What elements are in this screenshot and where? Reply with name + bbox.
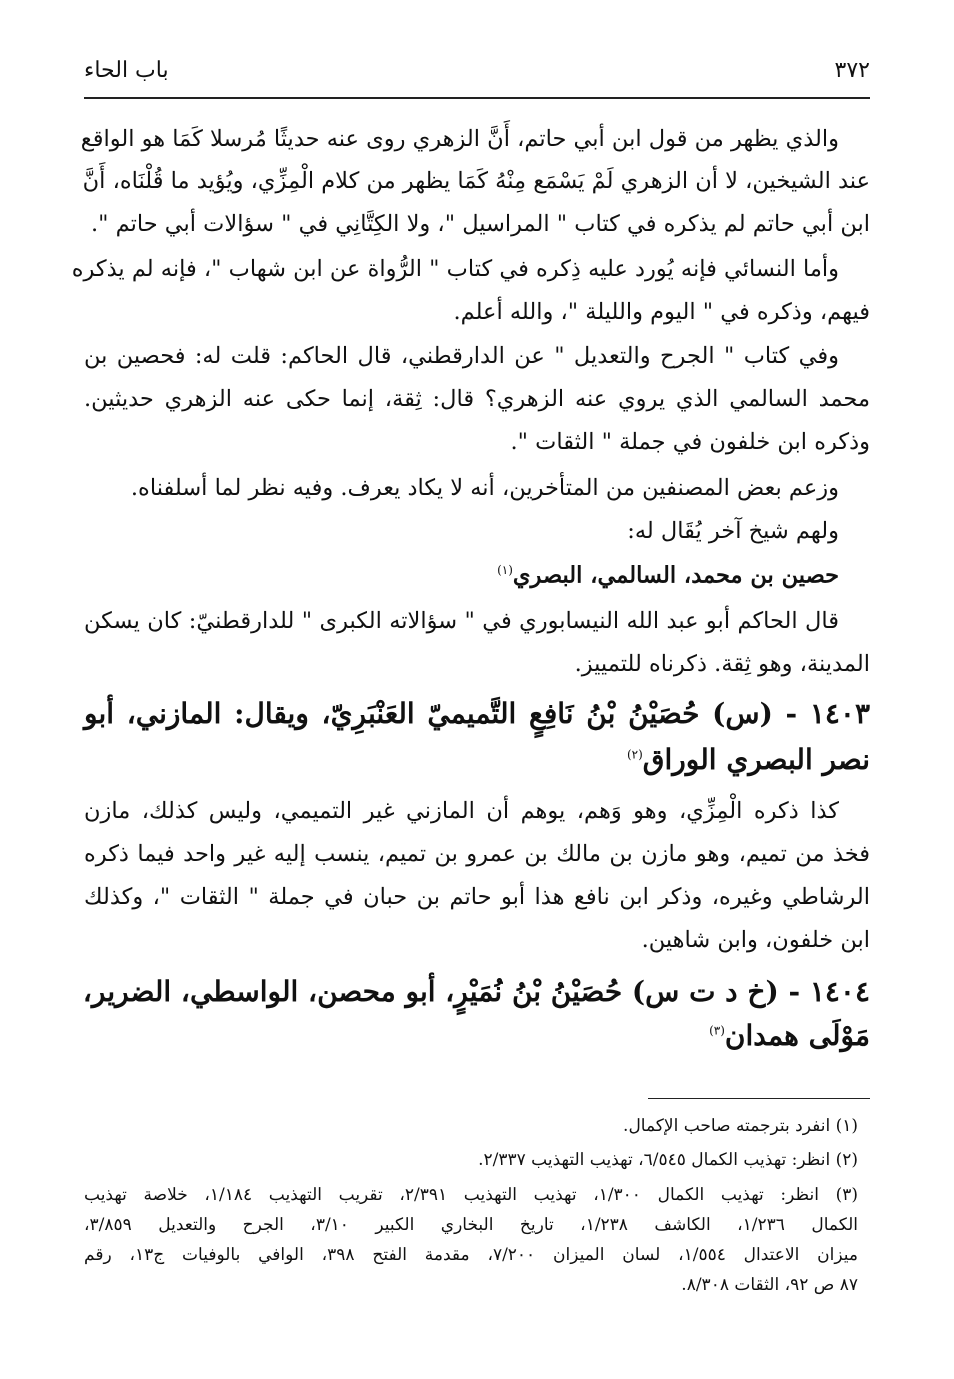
entry-heading-1403-cont xyxy=(84,743,870,776)
chapter-title: باب الحاء xyxy=(84,58,169,83)
footnote-marker: (٢) xyxy=(626,747,643,762)
body-line: فيهم، وذكره في " اليوم والليلة "، والله أعلم. xyxy=(453,299,870,325)
body-line: محمد السالمي الذي يروي عنه الزهري؟ قال: ثِقة، إنما حكى عنه الزهري حديثين. xyxy=(84,386,870,412)
entry-heading-1403: ١٤٠٣ - (س) حُصَيْنُ بْنُ نَافِعٍ التَّميميّ العَنْبَرِيّ، ويقال: المازني، أبو xyxy=(84,697,870,730)
body-line: ابن خلفون، وابن شاهين. xyxy=(641,927,870,953)
body-line: فخذ من تميم، وهو مازن بن مالك بن عمرو بن تميم، ينسب إليه غير واحد فيما ذكره xyxy=(84,841,870,867)
footnote-3-line: الكمال ١/٢٣٦، الكاشف ١/٢٣٨، تاريخ البخاري الكبير ٣/١٠، الجرح والتعديل ٣/٨٥٩، xyxy=(84,1215,859,1235)
footnote-3-line: ميزان الاعتدال ١/٥٥٤، لسان الميزان ٧/٢٠٠، مقدمة الفتح ٣٩٨، الوافي بالوفيات ج١٣، رقم xyxy=(84,1245,858,1265)
body-line: قال الحاكم أبو عبد الله النيسابوري في " سؤالاته الكبرى " للدارقطنيّ: كان يسكن xyxy=(84,608,839,634)
footnote-2: (٢) انظر: تهذيب الكمال ٦/٥٤٥، تهذيب التهذيب ٢/٣٣٧. xyxy=(478,1150,858,1170)
footnote-marker: (١) xyxy=(497,563,513,577)
body-line: والذي يظهر من قول ابن أبي حاتم، أَنَّ الزهري روى عنه حديثًا مُرسلا كَمَا هو الواقع xyxy=(80,126,839,152)
footnote-3: (٣) انظر: تهذيب الكمال ١/٣٠٠، تهذيب التهذيب ٢/٣٩١، تقريب التهذيب ١/١٨٤، خلاصة تهذيب xyxy=(84,1185,858,1205)
body-line: الرشاطي وغيره، وذكر ابن نافع هذا أبو حاتم بن حبان في جملة " الثقات "، وكذلك xyxy=(84,884,870,910)
body-line: وأما النسائي فإنه يُورد عليه ذِكره في كتاب " الرُّواة عن ابن شهاب "، فإنه لم يذكره xyxy=(71,256,839,282)
sub-entry-name: حصين بن محمد، السالمي، البصري xyxy=(512,562,839,589)
body-line: وفي كتاب " الجرح والتعديل " عن الدارقطني، قال الحاكم: قلت له: فحصين بن xyxy=(84,343,839,369)
entry-heading-text: نصر البصري الوراق xyxy=(642,743,870,776)
body-line: وزعم بعض المصنفين من المتأخرين، أنه لا يكاد يعرف. وفيه نظر لما أسلفناه. xyxy=(130,475,839,501)
running-header xyxy=(84,58,870,92)
footnote-3-line: ٨٧ ص ٩٢، الثقات ٨/٣٠٨. xyxy=(681,1275,858,1295)
body-line: كذا ذكره الْمِزِّي، وهو وَهم، يوهم أن المازني غير التميمي، وليس كذلك، مازن xyxy=(84,798,839,824)
header-rule xyxy=(84,97,870,99)
entry-heading-1404: ١٤٠٤ - (خ د ت س) حُصَيْنُ بْنُ نُمَيْرٍ، أبو محصن، الواسطي، الضرير، xyxy=(82,975,870,1008)
body-line: ولهم شيخ آخر يُقَال له: xyxy=(627,518,839,544)
body-line: المدينة، وهو ثِقة. ذكرناه للتمييز. xyxy=(574,651,870,677)
body-line: عند الشيخين، لا أن الزهري لَمْ يَسْمَع مِنْهُ كَمَا يظهر من كلام الْمِزِّي، ويُؤيد ما قُلْنَاه، أَنَّ xyxy=(82,168,870,194)
footnote-1: (١) انفرد بترجمته صاحب الإكمال. xyxy=(623,1116,858,1136)
sub-entry-heading xyxy=(84,564,839,587)
entry-heading-text: مَوْلَى همدان xyxy=(724,1019,870,1052)
body-line: ابن أبي حاتم لم يذكره في كتاب " المراسيل "، ولا الكِتَّانِي في " سؤالات أبي حاتم ". xyxy=(90,211,870,237)
entry-heading-1404-cont xyxy=(84,1019,870,1052)
body-line: وذكره ابن خلفون في جملة " الثقات ". xyxy=(510,429,870,455)
footnote-marker: (٣) xyxy=(709,1023,725,1038)
page-number: ٣٧٢ xyxy=(834,58,870,83)
footnote-separator xyxy=(648,1098,870,1099)
